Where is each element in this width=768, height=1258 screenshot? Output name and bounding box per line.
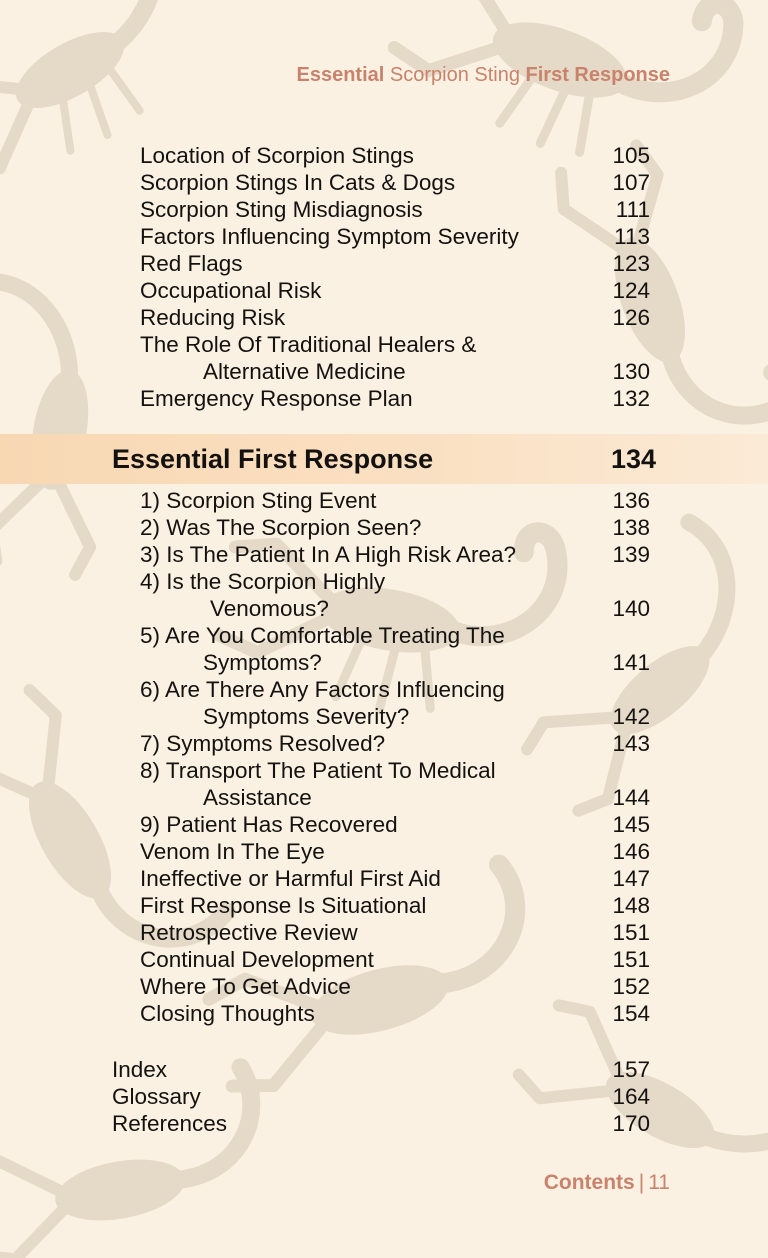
toc-entry-title[interactable]: 2) Was The Scorpion Seen? [140,515,422,540]
footer-label: Contents [543,1171,635,1194]
toc-entry-page[interactable]: 148 [612,893,650,918]
toc-entry-page[interactable]: 124 [612,278,650,303]
toc-entry-page[interactable]: 151 [612,947,650,972]
toc-entry-title[interactable]: Scorpion Stings In Cats & Dogs [140,170,456,195]
toc-entry-title[interactable]: 7) Symptoms Resolved? [140,731,386,756]
toc-entry-title-continuation[interactable]: Symptoms Severity? [203,704,410,729]
page-footer [544,1171,670,1195]
toc-entry-page[interactable]: 132 [612,386,650,411]
toc-entry-page[interactable]: 138 [612,515,650,540]
toc-entry-page[interactable]: 136 [612,488,650,513]
toc-entry-page[interactable]: 105 [612,143,650,168]
toc-entry-title[interactable]: 5) Are You Comfortable Treating The [140,623,505,648]
header-part-first-response: First Response [525,64,670,86]
toc-entry-page[interactable]: 164 [612,1084,650,1109]
toc-entry-title[interactable]: 6) Are There Any Factors Influencing [140,677,505,702]
toc-entry-page[interactable]: 147 [612,866,650,891]
footer-separator: | [638,1171,645,1194]
toc-entry-title[interactable]: The Role Of Traditional Healers & [140,332,477,357]
toc-entry-page[interactable]: 142 [612,704,650,729]
toc-entry-index[interactable]: Index [112,1057,168,1082]
header-part-scorpion-sting: Scorpion Sting [389,64,520,86]
toc-entry-title[interactable]: Where To Get Advice [140,974,351,999]
footer-page-number: 11 [648,1171,670,1194]
toc-entry-title[interactable]: 4) Is the Scorpion Highly [140,569,386,594]
toc-entry-page[interactable]: 154 [612,1001,650,1026]
toc-entry-title[interactable]: Emergency Response Plan [140,386,413,411]
toc-entry-references[interactable]: References [112,1111,228,1136]
toc-entry-title[interactable]: Occupational Risk [140,278,322,303]
toc-entry-page[interactable]: 139 [612,542,650,567]
toc-entry-page[interactable]: 170 [612,1111,650,1136]
toc-entry-page[interactable]: 140 [612,596,650,621]
header-part-essential: Essential [296,64,385,86]
toc-entry-page[interactable]: 157 [612,1057,650,1082]
toc-entry-page[interactable]: 113 [614,224,650,249]
running-header [296,64,670,87]
toc-entry-title[interactable]: Scorpion Sting Misdiagnosis [140,197,423,222]
toc-entry-title[interactable]: Reducing Risk [140,305,286,330]
section-page[interactable]: 134 [610,444,656,474]
toc-entry-title-continuation[interactable]: Alternative Medicine [203,359,406,384]
toc-entry-title[interactable]: Retrospective Review [140,920,358,945]
toc-entry-page[interactable]: 152 [612,974,650,999]
toc-entry-page[interactable]: 141 [612,650,650,675]
section-title[interactable]: Essential First Response [112,444,434,474]
toc-entry-title-continuation[interactable]: Symptoms? [203,650,322,675]
toc-entry-page[interactable]: 143 [612,731,650,756]
toc-entry-title[interactable]: Factors Influencing Symptom Severity [140,224,519,249]
toc-entry-title[interactable]: 3) Is The Patient In A High Risk Area? [140,542,517,567]
toc-entry-title[interactable]: First Response Is Situational [140,893,427,918]
toc-entry-page[interactable]: 123 [612,251,650,276]
toc-entry-page[interactable]: 144 [612,785,650,810]
toc-entry-title[interactable]: Venom In The Eye [140,839,325,864]
toc-entry-title[interactable]: 9) Patient Has Recovered [140,812,398,837]
toc-entry-title[interactable]: 8) Transport The Patient To Medical [140,758,496,783]
toc-entry-glossary[interactable]: Glossary [112,1084,201,1109]
toc-entry-page[interactable]: 145 [612,812,650,837]
toc-entry-title[interactable]: Red Flags [140,251,243,276]
toc-entry-page[interactable]: 126 [612,305,650,330]
toc-entry-page[interactable]: 111 [615,197,650,222]
toc-entry-title[interactable]: Continual Development [140,947,374,972]
toc-entry-title[interactable]: 1) Scorpion Sting Event [140,488,377,513]
toc-entry-page[interactable]: 151 [612,920,650,945]
toc-entry-title[interactable]: Ineffective or Harmful First Aid [140,866,441,891]
toc-entry-title[interactable]: Closing Thoughts [140,1001,315,1026]
toc-entry-title-continuation[interactable]: Assistance [203,785,312,810]
toc-entry-page[interactable]: 107 [612,170,650,195]
toc-entry-page[interactable]: 146 [612,839,650,864]
toc-entry-title[interactable]: Location of Scorpion Stings [140,143,414,168]
toc-entry-title-continuation[interactable]: Venomous? [210,596,329,621]
toc-entry-page[interactable]: 130 [612,359,650,384]
